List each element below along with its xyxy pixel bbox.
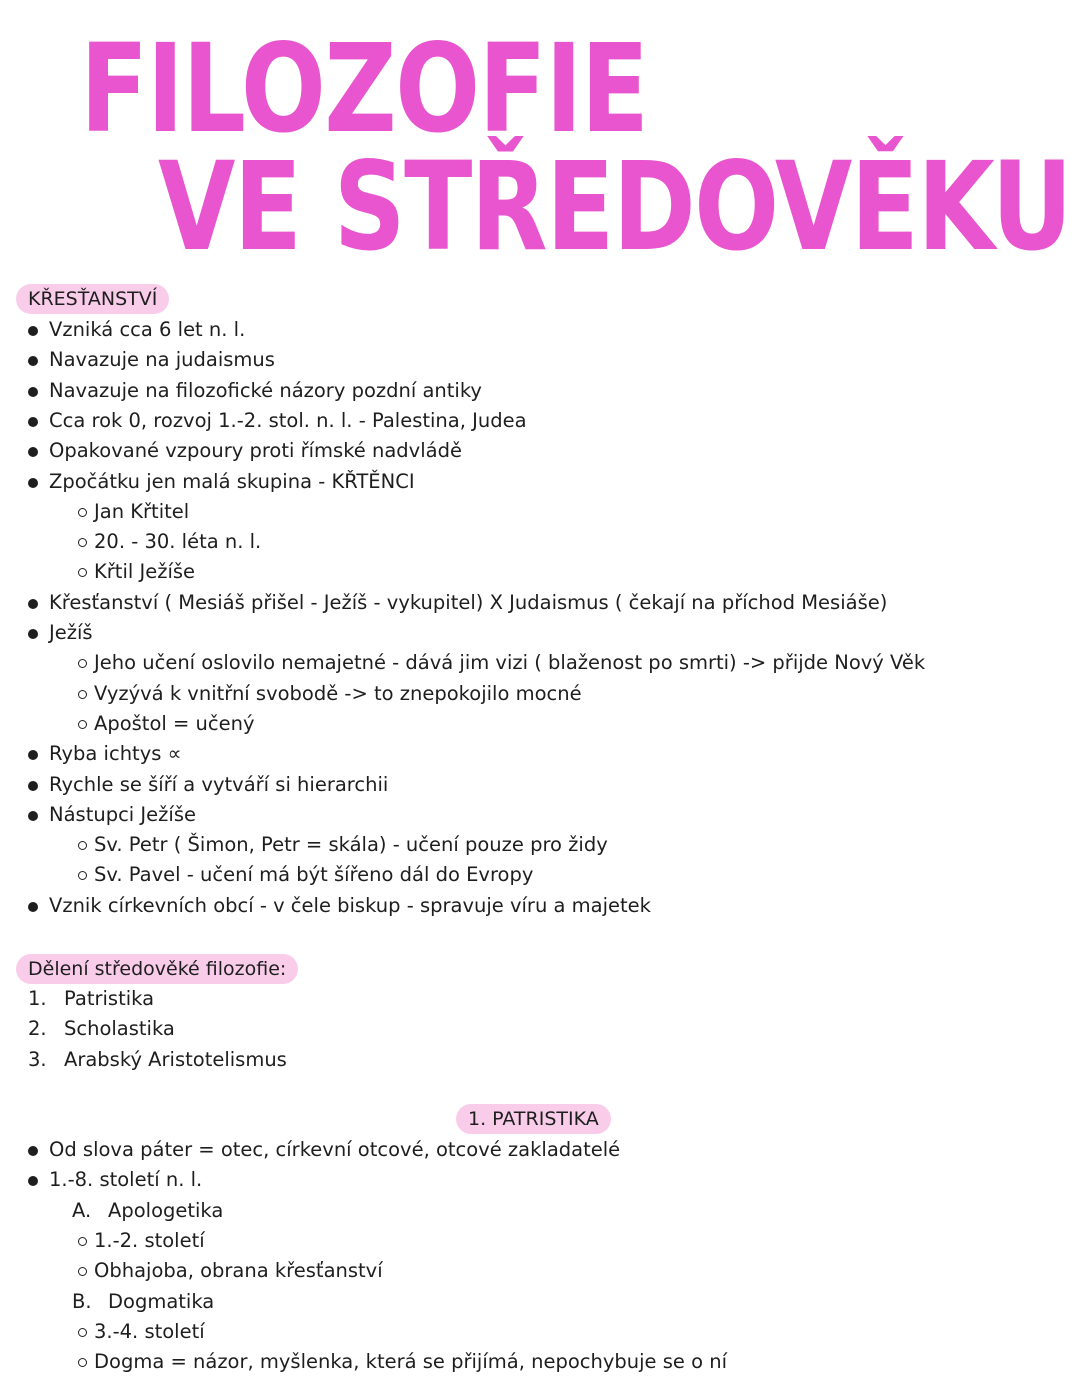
- list-item-text: Sv. Petr ( Šimon, Petr = skála) - učení pouze pro židy: [94, 833, 608, 857]
- list-item-text: 1.-8. století n. l.: [49, 1168, 203, 1192]
- bullet-dot-icon: [28, 902, 38, 912]
- bullet-circle-icon: [78, 538, 87, 547]
- bullet-circle-icon: [78, 720, 87, 729]
- page-title-line-2: VE STŘEDOVĚKU: [158, 136, 1072, 278]
- list-item-text: Apologetika: [108, 1198, 224, 1222]
- list-item-text: Křesťanství ( Mesiáš přišel - Ježíš - vykupitel) X Judaismus ( čekají na příchod Mesiáše): [49, 590, 888, 614]
- bullet-dot-icon: [28, 447, 38, 457]
- list-item-text: Navazuje na filozofické názory pozdní antiky: [49, 378, 482, 402]
- list-item-text: Arabský Aristotelismus: [64, 1047, 287, 1071]
- bullet-dot-icon: [28, 417, 38, 427]
- bullet-circle-icon: [78, 1358, 87, 1367]
- bullet-circle-icon: [78, 568, 87, 577]
- list-item-text: Vyzývá k vnitřní svobodě -> to znepokojilo mocné: [94, 681, 582, 705]
- list-item-text: Apoštol = učený: [94, 711, 255, 735]
- list-item-text: Jeho učení oslovilo nemajetné - dává jim vizi ( blaženost po smrti) -> přijde Nový Věk: [94, 651, 926, 675]
- list-item-text: Navazuje na judaismus: [49, 348, 275, 372]
- list-item-text: Dogma = názor, myšlenka, která se přijímá, nepochybuje se o ní: [94, 1350, 727, 1374]
- list-item-text: Nástupci Ježíše: [49, 802, 196, 826]
- list-item-text: 20. - 30. léta n. l.: [94, 530, 262, 554]
- section-heading-krestanstvi: KŘESŤANSTVÍ: [16, 284, 169, 314]
- bullet-dot-icon: [28, 629, 38, 639]
- list-item-text: Scholastika: [64, 1017, 175, 1041]
- list-item-text: Cca rok 0, rozvoj 1.-2. stol. n. l. - Palestina, Judea: [49, 408, 527, 432]
- list-item-text: Opakované vzpoury proti římské nadvládě: [49, 439, 462, 463]
- list-item-text: Sv. Pavel - učení má být šířeno dál do Evropy: [94, 863, 534, 887]
- bullet-dot-icon: [28, 1176, 38, 1186]
- list-number: 3.: [28, 1047, 47, 1071]
- list-item-text: Rychle se šíří a vytváří si hierarchii: [49, 772, 389, 796]
- bullet-circle-icon: [78, 659, 87, 668]
- list-letter: A.: [72, 1198, 92, 1222]
- bullet-circle-icon: [78, 508, 87, 517]
- section-heading-patristika: 1. PATRISTIKA: [456, 1104, 611, 1134]
- page-title-line-1: FILOZOFIE: [80, 18, 648, 160]
- bullet-circle-icon: [78, 1328, 87, 1337]
- list-item-text: Křtil Ježíše: [94, 560, 196, 584]
- bullet-dot-icon: [28, 478, 38, 488]
- bullet-dot-icon: [28, 599, 38, 609]
- list-item-text: Vzniká cca 6 let n. l.: [49, 318, 246, 341]
- list-letter: B.: [72, 1289, 92, 1313]
- bullet-dot-icon: [28, 1146, 38, 1156]
- bullet-circle-icon: [78, 871, 87, 880]
- list-number: 2.: [28, 1017, 47, 1041]
- list-item-text: 3.-4. století: [94, 1319, 205, 1343]
- bullet-circle-icon: [78, 841, 87, 850]
- section-heading-deleni: Dělení středověké filozofie:: [16, 954, 298, 984]
- bullet-dot-icon: [28, 811, 38, 821]
- bullet-dot-icon: [28, 326, 38, 336]
- list-item-text: Ryba ichtys ∝: [49, 742, 182, 766]
- bullet-dot-icon: [28, 750, 38, 760]
- list-item-text: 1.-2. století: [94, 1228, 205, 1252]
- bullet-circle-icon: [78, 690, 87, 699]
- list-number: 1.: [28, 987, 47, 1010]
- list-item-text: Patristika: [64, 987, 155, 1010]
- list-item-text: Jan Křtitel: [94, 499, 190, 523]
- bullet-dot-icon: [28, 356, 38, 366]
- list-item-text: Zpočátku jen malá skupina - KŘTĚNCI: [49, 469, 415, 493]
- bullet-circle-icon: [78, 1237, 87, 1246]
- list-item-text: Vznik církevních obcí - v čele biskup - spravuje víru a majetek: [49, 893, 651, 917]
- bullet-dot-icon: [28, 387, 38, 397]
- list-item-text: Ježíš: [49, 621, 93, 644]
- bullet-dot-icon: [28, 781, 38, 791]
- bullet-circle-icon: [78, 1267, 87, 1276]
- list-item-text: Dogmatika: [108, 1289, 215, 1313]
- list-item-text: Obhajoba, obrana křesťanství: [94, 1259, 383, 1283]
- list-item-text: Od slova páter = otec, církevní otcové, otcové zakladatelé: [49, 1138, 621, 1161]
